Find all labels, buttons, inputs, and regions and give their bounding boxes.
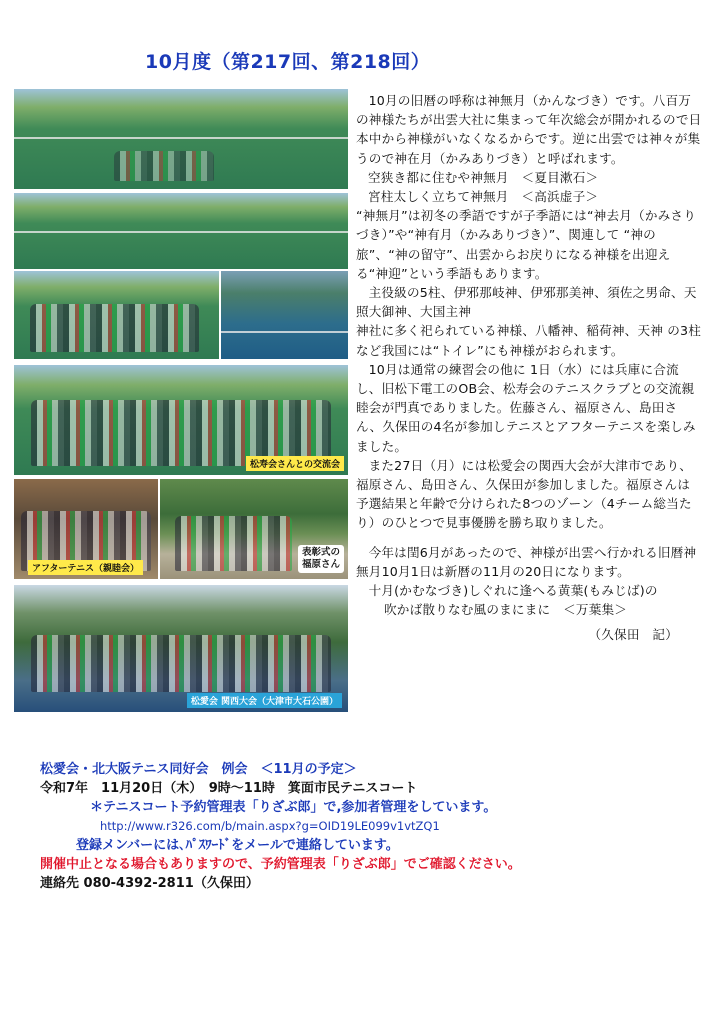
- signature: （久保田 記）: [588, 627, 678, 643]
- caption-award-line1: 表彰式の: [301, 547, 340, 558]
- caption-award: [298, 545, 344, 573]
- article-paragraph: 10月の旧暦の呼称は神無月（かんなづき）です。八百万の神様たちが出雲大社に集まって年次総会が開かれるので日本中から神様がいなくなるからです。逆に出雲では神々が集うので神在月（かみありづき）と呼ばれます。: [356, 93, 702, 166]
- haiku-soseki: 空狭き都に住むや神無月 ＜夏目漱石＞: [368, 169, 599, 185]
- manyoshu-poem-line1: 十月(かむなづき)しぐれに逢へる黄葉(もみじば)の: [368, 583, 658, 599]
- photo-kansai-tournament: [14, 585, 348, 712]
- photo-player-serving: [221, 271, 348, 359]
- photo-tennis-match-1: [14, 89, 348, 189]
- photo-after-tennis: [14, 479, 158, 579]
- caption-matsuju: 松寿会さんとの交流会: [246, 456, 344, 471]
- article-paragraph: 主役級の5柱、伊邪那岐神、伊邪那美神、須佐之男命、天照大御神、大国主神: [356, 285, 697, 320]
- article-paragraph: “神無月”は初冬の季語ですが子季語には“神去月（かみさりづき）”や“神有月（かみありづき）”、関連して “神の旅”、“神の留守”、出雲からお戻りになる神様を出迎える“神迎”という季語もあります。: [356, 208, 697, 281]
- reservation-link[interactable]: http://www.r326.com/b/main.aspx?g=OID19LE099v1vtZQ1: [100, 819, 440, 833]
- article-paragraph: 神社に多く祀られている神様、八幡神、稲荷神、天神 の3柱など我国には“トイレ”にも神様がおられます。: [356, 323, 702, 358]
- photo-award-ceremony: [160, 479, 348, 579]
- article-paragraph: また27日（月）には松愛会の関西大会が大津市であり、福原さん、島田さん、久保田が参加しました。福原さんは予選結果と年齢で分けられた8つのゾーン（4チーム総当たり）のひとつで見事優勝を勝ち取りました。: [356, 457, 693, 531]
- article-body: [356, 91, 702, 645]
- photo-tennis-match-2: [14, 193, 348, 269]
- meeting-info: [40, 760, 700, 893]
- caption-after-tennis: アフターテニス（親睦会）: [28, 560, 143, 575]
- haiku-kyoshi: 宮柱太しく立ちて神無月 ＜高浜虚子＞: [368, 189, 599, 205]
- article-paragraph: 10月は通常の練習会の他に 1日（水）には兵庫に合流し、旧松下電工のOB会、松寿会のテニスクラブとの交流親睦会が門真でありました。佐藤さん、福原さん、島田さん、久保田の4名が参加しテニスとアフターテニスを楽しみました。: [356, 361, 696, 454]
- contact-info: 連絡先 080-4392-2811（久保田）: [40, 876, 259, 891]
- schedule-date: 令和7年 11月20日（木） 9時～11時 箕面市民テニスコート: [40, 781, 418, 796]
- caption-award-line2: 福原さん: [301, 559, 340, 570]
- manyoshu-poem-line2: 吹かば散りなむ風のまにまに ＜万葉集＞: [384, 602, 628, 618]
- schedule-heading: 松愛会・北大阪テニス同好会 例会 ＜11月の予定＞: [40, 762, 357, 777]
- photo-group-small: [14, 271, 219, 359]
- photo-group-matsuju: [14, 365, 348, 475]
- caption-kansai: 松愛会 関西大会（大津市大石公園）: [187, 693, 342, 708]
- cancellation-warning: 開催中止となる場合もありますので、予約管理表「りざぶ郎」でご確認ください。: [40, 857, 521, 872]
- page-title: 10月度（第217回、第218回）: [145, 51, 431, 73]
- password-note: 登録メンバーには､ﾊﾟｽﾜｰﾄﾞをメールで連絡しています。: [76, 838, 399, 853]
- reservation-note: ＊テニスコート予約管理表「りざぶ郎」で,参加者管理をしています。: [90, 800, 497, 815]
- article-paragraph: 今年は閏6月があったので、神様が出雲へ行かれる旧暦神無月10月1日は新暦の11月の20日になります。: [356, 544, 697, 579]
